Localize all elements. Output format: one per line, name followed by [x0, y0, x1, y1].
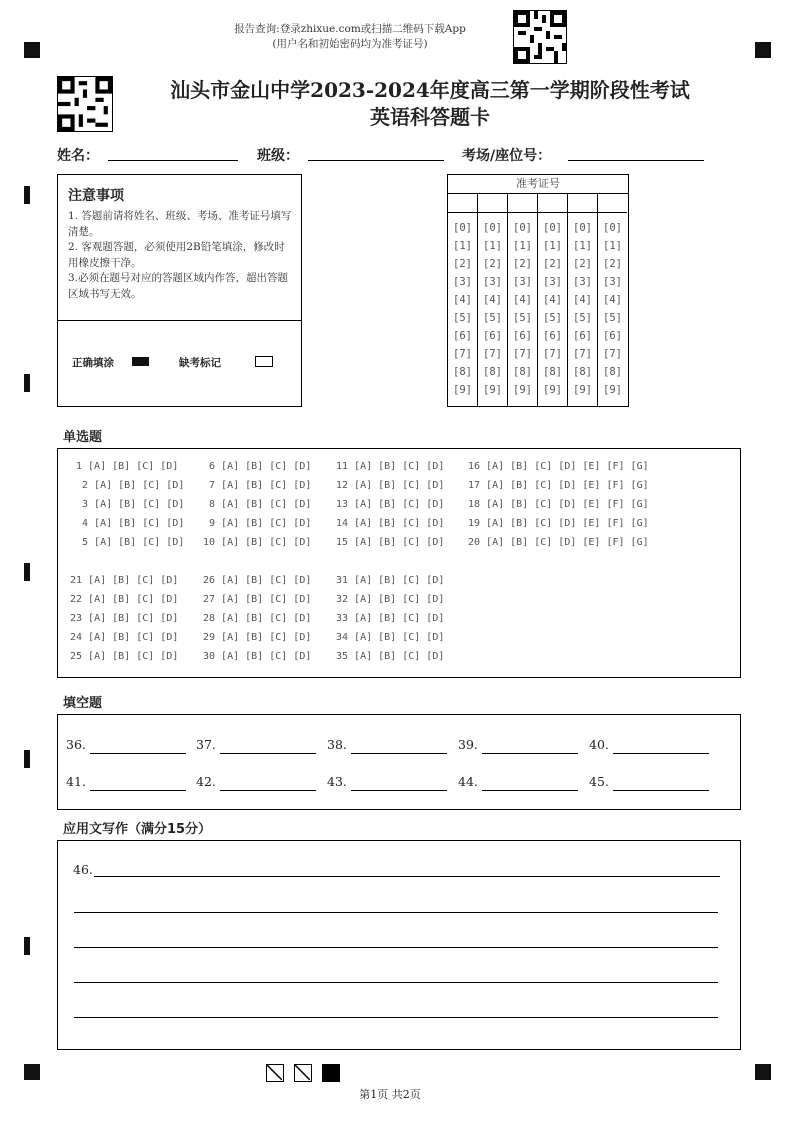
- notice-item: 2. 客观题答题，必须使用2B铅笔填涂，修改时用橡皮擦干净。: [68, 241, 285, 269]
- exam-id-digit-bubble[interactable]: [0]: [483, 222, 502, 234]
- exam-id-digit-bubble[interactable]: [1]: [453, 240, 472, 252]
- fill-number: 36.: [66, 737, 86, 752]
- mcq-group-1-5[interactable]: 1 [A] [B] [C] [D] 2 [A] [B] [C] [D] 3 [A] [B] [C] [D] 4 [A] [B] [C] [D] 5 [A] [B] [C] [D]: [76, 461, 185, 548]
- exam-id-digit-bubble[interactable]: [4]: [603, 294, 622, 306]
- exam-id-digit-bubble[interactable]: [3]: [603, 276, 622, 288]
- exam-id-digit-bubble[interactable]: [8]: [543, 366, 562, 378]
- fill-number: 42.: [196, 774, 216, 789]
- exam-id-digit-bubble[interactable]: [3]: [453, 276, 472, 288]
- fill-answer-line[interactable]: [90, 753, 186, 754]
- exam-id-digit-bubble[interactable]: [6]: [483, 330, 502, 342]
- class-label: 班级：: [257, 148, 299, 164]
- correct-fill-label: 正确填涂: [72, 357, 114, 369]
- exam-id-digit-bubble[interactable]: [9]: [603, 384, 622, 396]
- page-footer: 第1页 共2页: [359, 1088, 421, 1101]
- exam-id-digit-bubble[interactable]: [4]: [483, 294, 502, 306]
- exam-id-title: 准考证号: [448, 175, 628, 194]
- mcq-group-6-10[interactable]: 6 [A] [B] [C] [D] 7 [A] [B] [C] [D] 8 [A] [B] [C] [D] 9 [A] [B] [C] [D] 10 [A] [B] [C] [D]: [203, 461, 312, 548]
- fill-answer-line[interactable]: [220, 753, 316, 754]
- title-line-1: 汕头市金山中学2023-2024年度高三第一学期阶段性考试: [170, 78, 690, 102]
- exam-id-digit-bubble[interactable]: [2]: [453, 258, 472, 270]
- notice-item: 1. 答题前请将姓名、班级、考场、准考证号填写清楚。: [68, 210, 292, 238]
- exam-id-column: [508, 194, 538, 406]
- exam-id-digit-bubble[interactable]: [9]: [513, 384, 532, 396]
- correct-fill-sample: [132, 357, 149, 366]
- registration-mark-top-left: [24, 42, 40, 58]
- exam-id-digit-bubble[interactable]: [5]: [483, 312, 502, 324]
- fill-number: 44.: [458, 774, 478, 789]
- exam-id-digit-bubble[interactable]: [4]: [573, 294, 592, 306]
- writing-box: [57, 840, 741, 1050]
- exam-id-digit-bubble[interactable]: [7]: [513, 348, 532, 360]
- exam-id-digit-bubble[interactable]: [8]: [513, 366, 532, 378]
- fill-number: 37.: [196, 737, 216, 752]
- absent-mark-label: 缺考标记: [179, 357, 221, 369]
- writing-line[interactable]: [74, 912, 718, 913]
- fill-number: 41.: [66, 774, 86, 789]
- report-query-note: [200, 22, 500, 52]
- exam-id-digit-bubble[interactable]: [2]: [483, 258, 502, 270]
- exam-id-digit-bubble[interactable]: [6]: [603, 330, 622, 342]
- notice-item: 3.必须在题号对应的答题区域内作答，超出答题区域书写无效。: [68, 272, 289, 300]
- registration-mark-top-right: [755, 42, 771, 58]
- exam-id-digit-bubble[interactable]: [9]: [483, 384, 502, 396]
- exam-id-digit-bubble[interactable]: [8]: [483, 366, 502, 378]
- exam-id-digit-bubble[interactable]: [0]: [603, 222, 622, 234]
- notice-divider: [58, 320, 301, 321]
- exam-id-digit-bubble[interactable]: [5]: [543, 312, 562, 324]
- exam-id-write-cell[interactable]: [568, 194, 597, 213]
- class-field[interactable]: [308, 160, 444, 161]
- exam-id-digit-bubble[interactable]: [5]: [453, 312, 472, 324]
- exam-id-digit-bubble[interactable]: [2]: [573, 258, 592, 270]
- exam-id-column: [478, 194, 508, 406]
- exam-id-digit-bubble[interactable]: [9]: [573, 384, 592, 396]
- exam-id-digit-bubble[interactable]: [6]: [513, 330, 532, 342]
- registration-mark-bottom-left: [24, 1064, 40, 1080]
- writing-line[interactable]: [74, 947, 718, 948]
- exam-id-digit-bubble[interactable]: [4]: [453, 294, 472, 306]
- exam-id-write-cell[interactable]: [508, 194, 537, 213]
- exam-id-box: [447, 174, 629, 407]
- writing-section-label: 应用文写作（满分15分）: [63, 822, 212, 837]
- seat-label: 考场/座位号：: [462, 148, 552, 164]
- exam-id-column: [568, 194, 598, 406]
- exam-id-write-cell[interactable]: [448, 194, 477, 213]
- exam-id-digit-bubble[interactable]: [3]: [573, 276, 592, 288]
- exam-id-digit-bubble[interactable]: [4]: [543, 294, 562, 306]
- fill-answer-line[interactable]: [90, 790, 186, 791]
- exam-id-digit-bubble[interactable]: [7]: [483, 348, 502, 360]
- fill-number: 43.: [327, 774, 347, 789]
- note-line-2: (用户名和初始密码均为准考证号): [272, 38, 428, 50]
- writing-line[interactable]: [74, 1017, 718, 1018]
- exam-id-digit-bubble[interactable]: [8]: [603, 366, 622, 378]
- exam-id-digit-bubble[interactable]: [9]: [453, 384, 472, 396]
- title-line-2: 英语科答题卡: [370, 105, 490, 129]
- name-field[interactable]: [108, 160, 238, 161]
- exam-id-digit-bubble[interactable]: [3]: [543, 276, 562, 288]
- exam-id-digit-bubble[interactable]: [6]: [543, 330, 562, 342]
- fill-number: 40.: [589, 737, 609, 752]
- page-marker-slashed-box: [266, 1064, 284, 1082]
- fill-answer-line[interactable]: [220, 790, 316, 791]
- exam-id-digit-bubble[interactable]: [5]: [513, 312, 532, 324]
- exam-id-column: [448, 194, 478, 406]
- mcq-group-11-15[interactable]: 11 [A] [B] [C] [D] 12 [A] [B] [C] [D] 13 [A] [B] [C] [D] 14 [A] [B] [C] [D] 15 [A] [B] [C] [D]: [336, 461, 445, 548]
- timing-mark: [24, 563, 30, 581]
- exam-id-digit-bubble[interactable]: [8]: [453, 366, 472, 378]
- exam-id-digit-bubble[interactable]: [4]: [513, 294, 532, 306]
- exam-id-digit-bubble[interactable]: [7]: [543, 348, 562, 360]
- timing-mark: [24, 750, 30, 768]
- fill-answer-line[interactable]: [351, 753, 447, 754]
- page-marker-slashed-box: [294, 1064, 312, 1082]
- timing-mark: [24, 374, 30, 392]
- exam-id-digit-bubble[interactable]: [1]: [603, 240, 622, 252]
- seat-field[interactable]: [568, 160, 704, 161]
- exam-id-digit-bubble[interactable]: [6]: [573, 330, 592, 342]
- exam-id-digit-bubble[interactable]: [8]: [573, 366, 592, 378]
- app-qr-code: [513, 10, 567, 64]
- timing-mark: [24, 937, 30, 955]
- exam-id-digit-bubble[interactable]: [1]: [573, 240, 592, 252]
- fill-section-label: 填空题: [63, 696, 103, 711]
- mcq-group-31-35[interactable]: 31 [A] [B] [C] [D] 32 [A] [B] [C] [D] 33 [A] [B] [C] [D] 34 [A] [B] [C] [D] 35 [A] [B] [C] [D]: [336, 575, 445, 662]
- fill-answer-line[interactable]: [482, 790, 578, 791]
- exam-id-digit-bubble[interactable]: [2]: [513, 258, 532, 270]
- fill-number: 38.: [327, 737, 347, 752]
- mcq-section-label: 单选题: [63, 430, 103, 445]
- exam-id-digit-bubble[interactable]: [5]: [603, 312, 622, 324]
- absent-mark-checkbox[interactable]: [255, 356, 273, 367]
- exam-id-digit-bubble[interactable]: [1]: [543, 240, 562, 252]
- fill-answer-line[interactable]: [613, 790, 709, 791]
- notice-box: [57, 174, 302, 407]
- fill-answer-line[interactable]: [482, 753, 578, 754]
- mcq-group-21-25[interactable]: 21 [A] [B] [C] [D] 22 [A] [B] [C] [D] 23 [A] [B] [C] [D] 24 [A] [B] [C] [D] 25 [A] [B] [C] [D]: [70, 575, 179, 662]
- mcq-box: [57, 448, 741, 678]
- fill-answer-line[interactable]: [351, 790, 447, 791]
- exam-id-digit-bubble[interactable]: [3]: [483, 276, 502, 288]
- exam-id-digit-bubble[interactable]: [0]: [543, 222, 562, 234]
- notice-title: 注意事项: [68, 188, 124, 204]
- exam-id-column: [598, 194, 627, 406]
- writing-line[interactable]: [94, 876, 720, 877]
- note-line-1: 报告查询:登录zhixue.com或扫描二维码下载App: [234, 23, 466, 35]
- sheet-qr-code: [57, 76, 113, 132]
- exam-id-digit-bubble[interactable]: [0]: [573, 222, 592, 234]
- page-marker-filled-box: [322, 1064, 340, 1082]
- mcq-group-26-30[interactable]: 26 [A] [B] [C] [D] 27 [A] [B] [C] [D] 28 [A] [B] [C] [D] 29 [A] [B] [C] [D] 30 [A] [B] [C] [D]: [203, 575, 312, 662]
- exam-id-digit-bubble[interactable]: [0]: [513, 222, 532, 234]
- registration-mark-bottom-right: [755, 1064, 771, 1080]
- timing-mark: [24, 186, 30, 204]
- exam-id-digit-bubble[interactable]: [1]: [513, 240, 532, 252]
- fill-box: [57, 714, 741, 810]
- exam-id-digit-bubble[interactable]: [2]: [603, 258, 622, 270]
- fill-number: 45.: [589, 774, 609, 789]
- exam-id-column: [538, 194, 568, 406]
- exam-id-digit-bubble[interactable]: [1]: [483, 240, 502, 252]
- exam-id-write-cell[interactable]: [538, 194, 567, 213]
- sheet-title: [150, 76, 710, 130]
- exam-id-digit-bubble[interactable]: [7]: [573, 348, 592, 360]
- exam-id-write-cell[interactable]: [598, 194, 627, 213]
- fill-number: 39.: [458, 737, 478, 752]
- fill-answer-line[interactable]: [613, 753, 709, 754]
- name-label: 姓名：: [57, 148, 99, 164]
- exam-id-digit-bubble[interactable]: [6]: [453, 330, 472, 342]
- mcq-group-16-20[interactable]: 16 [A] [B] [C] [D] [E] [F] [G] 17 [A] [B] [C] [D] [E] [F] [G] 18 [A] [B] [C] [D] [E] [F] [G] 19 [A] [B] [C] [D] [E] [F] [G] 20 [A] [B] [C] [D] [E] [F] [G]: [468, 461, 649, 548]
- notice-body: [68, 209, 293, 302]
- exam-id-digit-bubble[interactable]: [9]: [543, 384, 562, 396]
- exam-id-digit-bubble[interactable]: [0]: [453, 222, 472, 234]
- writing-number: 46.: [73, 862, 93, 877]
- exam-id-digit-bubble[interactable]: [3]: [513, 276, 532, 288]
- exam-id-digit-bubble[interactable]: [5]: [573, 312, 592, 324]
- writing-line[interactable]: [74, 982, 718, 983]
- exam-id-write-cell[interactable]: [478, 194, 507, 213]
- exam-id-digit-bubble[interactable]: [7]: [453, 348, 472, 360]
- exam-id-digit-bubble[interactable]: [2]: [543, 258, 562, 270]
- exam-id-digit-bubble[interactable]: [7]: [603, 348, 622, 360]
